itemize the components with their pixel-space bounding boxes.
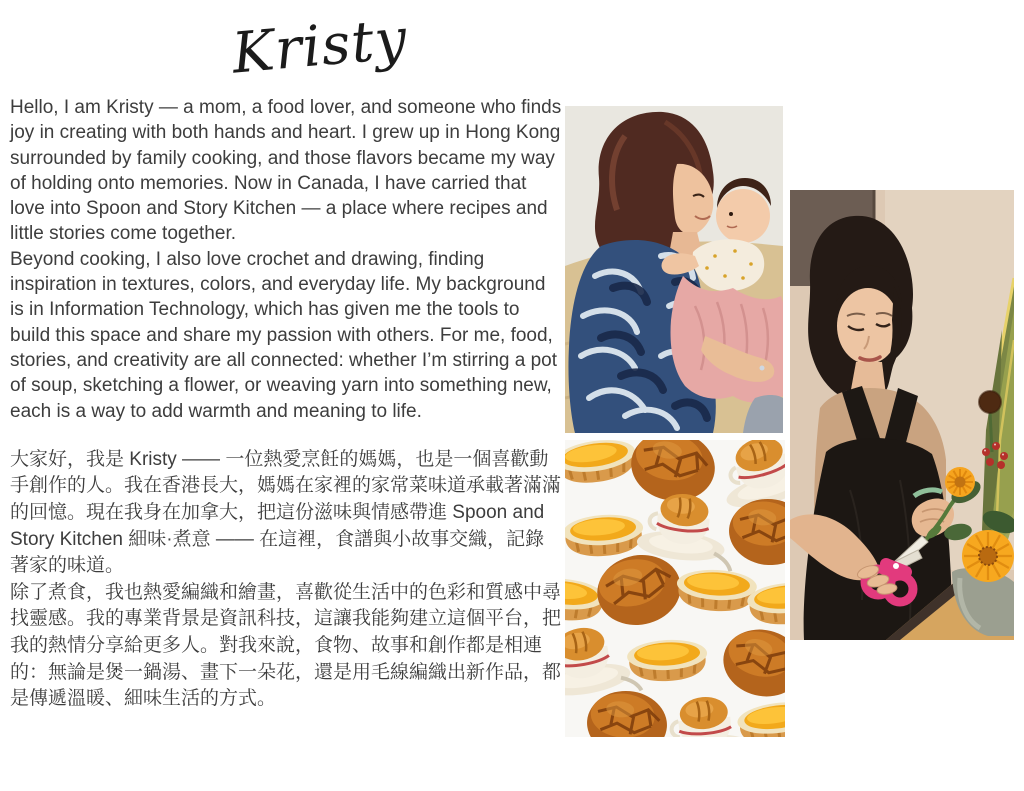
bio-english-paragraph-1: Hello, I am Kristy — a mom, a food lover, and someone who finds joy in creating with both hands and heart. I grew up in Hong Kong surrounded by family cooking, and those flavors became my way of holding onto memories. Now in Canada, I have carried that love into Spoon and Story Kitchen — a place where recipes and little stories come together. — [10, 97, 562, 245]
signature-kristy: Kristy — [229, 6, 410, 87]
bio-chinese-paragraph-2: 除了煮食，我也熱愛編織和繪畫，喜歡從生活中的色彩和質感中尋找靈感。我的專業背景是資訊科技，這讓我能夠建立這個平台，把我的熱情分享給更多人。對我來說，食物、故事和創作都是相連的：無論是煲一鍋湯、畫下一朵花，還是用毛線編織出新作品，都是傳遞溫暖、細味生活的方式。 — [10, 581, 562, 710]
bio-english-paragraph-2: Beyond cooking, I also love crochet and drawing, finding inspiration in textures, colors, and everyday life. My background is in Information Technology, which has given me the tools to build this space and share my passion with others. For me, food, stories, and creativity are all connected: whether I’m stirring a pot of soup, sketching a flower, or weaving yarn into something new, each is a way to add warmth and meaning to life. — [10, 248, 558, 422]
photo-flower-arranging — [790, 190, 1014, 640]
photo-mom-and-baby — [565, 106, 783, 433]
illustration-egg-tarts-pattern — [565, 440, 785, 737]
photo-flower-arranging-art — [790, 190, 1014, 640]
bio-chinese-paragraph-1: 大家好，我是 Kristy —— 一位熱愛烹飪的媽媽，也是一個喜歡動手創作的人。我在香港長大，媽媽在家裡的家常菜味道承載著滿滿的回憶。現在我身在加拿大，把這份滋味與情感帶進 Spoon and Story Kitchen 細味·煮意 —— 在這裡，食譜與小故事交織，記錄著家的味道。 — [10, 448, 562, 577]
egg-tart-pattern-art — [565, 440, 785, 737]
bio-text-column — [10, 95, 563, 713]
photo-mom-and-baby-art — [565, 106, 783, 433]
